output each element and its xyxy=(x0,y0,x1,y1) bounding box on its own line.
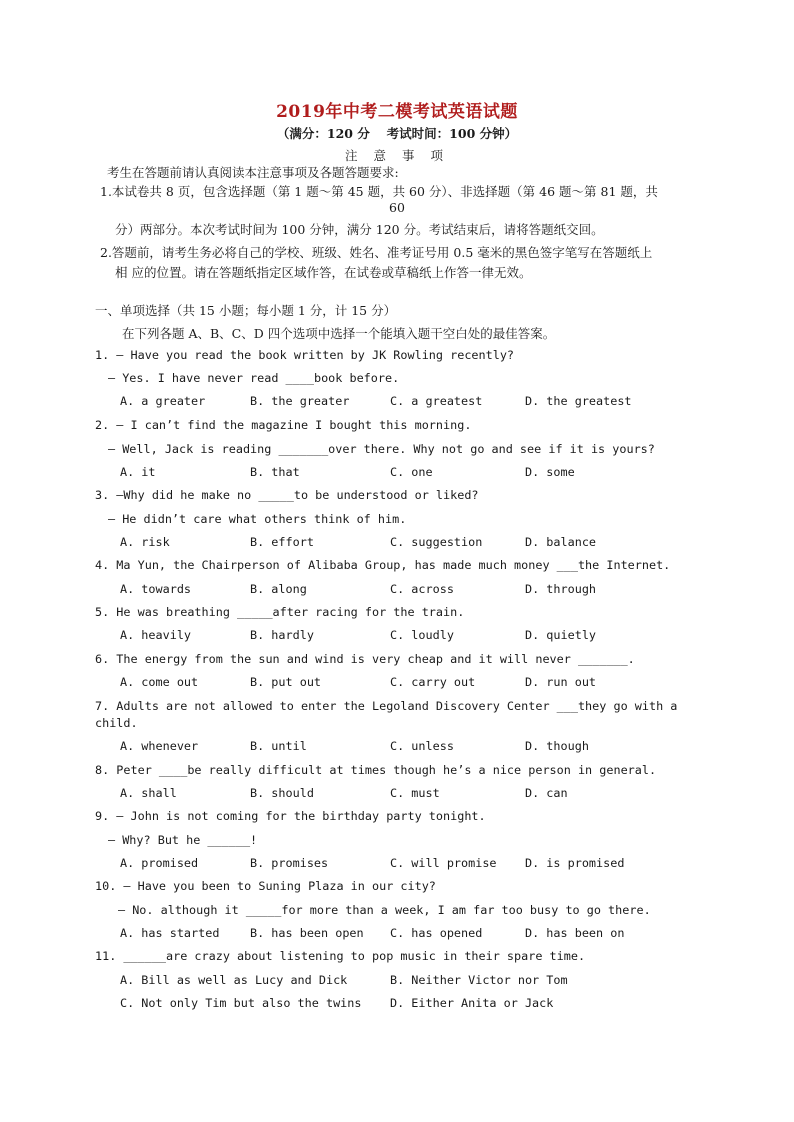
question-11-stem: 11. ______are crazy about listening to pop music in their spare time. xyxy=(95,949,586,963)
question-7-option-d[interactable]: D. though xyxy=(525,739,589,753)
question-8-option-d[interactable]: D. can xyxy=(525,786,568,800)
question-2-option-d[interactable]: D. some xyxy=(525,465,575,479)
question-4-option-d[interactable]: D. through xyxy=(525,582,597,596)
question-7-option-a[interactable]: A. whenever xyxy=(120,739,199,753)
question-5-option-a[interactable]: A. heavily xyxy=(120,628,192,642)
question-1-option-d[interactable]: D. the greatest xyxy=(525,394,632,408)
notice-heading: 注 意 事 项 xyxy=(345,148,449,163)
question-3-option-b[interactable]: B. effort xyxy=(250,535,314,549)
question-10-option-a[interactable]: A. has started xyxy=(120,926,220,940)
question-8-option-b[interactable]: B. should xyxy=(250,786,314,800)
question-3-option-d[interactable]: D. balance xyxy=(525,535,597,549)
exam-subtitle: （满分：120 分 考试时间：100 分钟） xyxy=(276,126,518,141)
question-6-stem: 6. The energy from the sun and wind is very cheap and it will never _______. xyxy=(95,652,635,666)
question-6-option-b[interactable]: B. put out xyxy=(250,675,322,689)
question-2-option-b[interactable]: B. that xyxy=(250,465,300,479)
question-3-option-a[interactable]: A. risk xyxy=(120,535,170,549)
question-8-option-c[interactable]: C. must xyxy=(390,786,440,800)
instruction-item-1-line-2: 60 xyxy=(389,200,405,215)
question-6-option-c[interactable]: C. carry out xyxy=(390,675,476,689)
question-8-stem: 8. Peter ____be really difficult at times though he’s a nice person in general. xyxy=(95,763,657,777)
question-4-option-c[interactable]: C. across xyxy=(390,582,454,596)
question-4-stem: 4. Ma Yun, the Chairperson of Alibaba Group, has made much money ___the Internet. xyxy=(95,558,671,572)
question-9-stem: 9. — John is not coming for the birthday party tonight. xyxy=(95,809,486,823)
question-2-reply: — Well, Jack is reading _______over there. Why not go and see if it is yours? xyxy=(108,442,655,456)
question-1-option-b[interactable]: B. the greater xyxy=(250,394,350,408)
instructions-intro: 考生在答题前请认真阅读本注意事项及各题答题要求: xyxy=(107,165,399,180)
question-6-option-d[interactable]: D. run out xyxy=(525,675,597,689)
question-7-option-c[interactable]: C. unless xyxy=(390,739,454,753)
question-11-option-b[interactable]: B. Neither Victor nor Tom xyxy=(390,973,568,987)
question-1-option-c[interactable]: C. a greatest xyxy=(390,394,483,408)
question-5-option-b[interactable]: B. hardly xyxy=(250,628,314,642)
question-9-option-d[interactable]: D. is promised xyxy=(525,856,625,870)
question-11-option-a[interactable]: A. Bill as well as Lucy and Dick xyxy=(120,973,348,987)
question-7-stem-continued: child. xyxy=(95,716,138,730)
question-9-option-c[interactable]: C. will promise xyxy=(390,856,497,870)
question-1-reply: — Yes. I have never read ____book before. xyxy=(108,371,400,385)
question-4-option-a[interactable]: A. towards xyxy=(120,582,192,596)
section-heading: 一、单项选择（共 15 小题；每小题 1 分，计 15 分） xyxy=(95,303,397,318)
question-5-option-c[interactable]: C. loudly xyxy=(390,628,454,642)
section-direction: 在下列各题 A、B、C、D 四个选项中选择一个能填入题干空白处的最佳答案。 xyxy=(122,326,556,341)
exam-title: 2019年中考二模考试英语试题 xyxy=(276,102,518,122)
question-7-stem: 7. Adults are not allowed to enter the Legoland Discovery Center ___they go with a xyxy=(95,699,678,713)
question-1-option-a[interactable]: A. a greater xyxy=(120,394,206,408)
question-10-reply: — No. although it _____for more than a week, I am far too busy to go there. xyxy=(118,903,651,917)
question-9-reply: — Why? But he ______! xyxy=(108,833,258,847)
question-3-reply: — He didn’t care what others think of him. xyxy=(108,512,407,526)
question-4-option-b[interactable]: B. along xyxy=(250,582,307,596)
question-6-option-a[interactable]: A. come out xyxy=(120,675,199,689)
question-9-option-b[interactable]: B. promises xyxy=(250,856,329,870)
question-10-option-b[interactable]: B. has been open xyxy=(250,926,364,940)
question-2-option-a[interactable]: A. it xyxy=(120,465,156,479)
question-11-option-c[interactable]: C. Not only Tim but also the twins xyxy=(120,996,362,1010)
question-3-stem: 3. —Why did he make no _____to be understood or liked? xyxy=(95,488,479,502)
instruction-item-2-line-1: 2.答题前，请考生务必将自己的学校、班级、姓名、准考证号用 0.5 毫米的黑色签字笔写在答题纸上 xyxy=(100,245,653,260)
question-3-option-c[interactable]: C. suggestion xyxy=(390,535,483,549)
question-5-stem: 5. He was breathing _____after racing for the train. xyxy=(95,605,465,619)
question-7-option-b[interactable]: B. until xyxy=(250,739,307,753)
question-5-option-d[interactable]: D. quietly xyxy=(525,628,597,642)
question-2-stem: 2. — I can’t find the magazine I bought this morning. xyxy=(95,418,472,432)
question-10-option-d[interactable]: D. has been on xyxy=(525,926,625,940)
instruction-item-1-line-3: 分）两部分。本次考试时间为 100 分钟，满分 120 分。考试结束后，请将答题纸交回。 xyxy=(115,222,604,237)
instruction-item-2-line-2: 相 应的位置。请在答题纸指定区域作答，在试卷或草稿纸上作答一律无效。 xyxy=(115,265,532,280)
question-2-option-c[interactable]: C. one xyxy=(390,465,433,479)
question-10-stem: 10. — Have you been to Suning Plaza in our city? xyxy=(95,879,436,893)
question-9-option-a[interactable]: A. promised xyxy=(120,856,199,870)
question-8-option-a[interactable]: A. shall xyxy=(120,786,177,800)
question-1-stem: 1. — Have you read the book written by JK Rowling recently? xyxy=(95,348,515,362)
question-11-option-d[interactable]: D. Either Anita or Jack xyxy=(390,996,554,1010)
question-10-option-c[interactable]: C. has opened xyxy=(390,926,483,940)
instruction-item-1-line-1: 1.本试卷共 8 页，包含选择题（第 1 题～第 45 题，共 60 分）、非选择题（第 46 题～第 81 题，共 xyxy=(100,184,658,199)
